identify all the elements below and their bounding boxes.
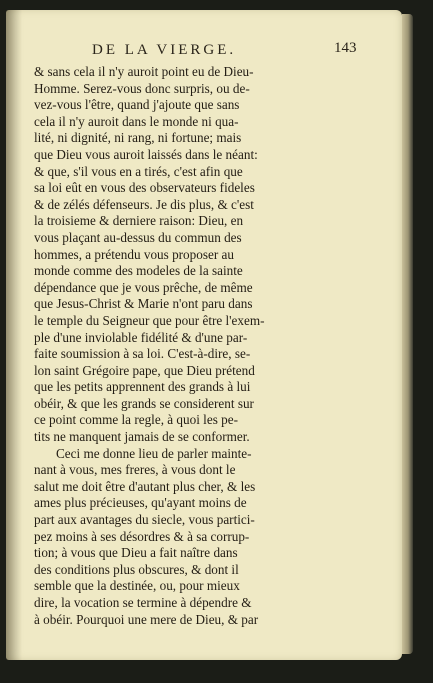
running-title: DE LA VIERGE. xyxy=(92,42,237,58)
text-line: sa loi eût en vous des observateurs fideles xyxy=(34,180,255,196)
text-line: pez moins à ses désordres & à sa corrup- xyxy=(34,528,250,544)
body-text xyxy=(34,64,314,628)
text-line: salut me doit être d'autant plus cher, & les xyxy=(34,478,256,494)
text-line: dire, la vocation se termine à dépendre & xyxy=(34,595,252,610)
text-line: nant à vous, mes freres, à vous dont le xyxy=(34,462,236,478)
text-line: Homme. Serez-vous donc surpris, ou de- xyxy=(34,80,250,96)
text-line: dépendance que je vous prêche, de même xyxy=(34,279,253,295)
text-line: lon saint Grégoire pape, que Dieu prétend xyxy=(34,362,255,378)
text-line: lité, ni dignité, ni rang, ni fortune; mais xyxy=(34,130,242,146)
text-line: part aux avantages du siecle, vous partici- xyxy=(34,512,255,528)
text-line: & sans cela il n'y auroit point eu de Dieu- xyxy=(34,64,254,79)
text-line: Ceci me donne lieu de parler mainte- xyxy=(56,445,252,461)
text-line: que les petits apprennent des grands à lui xyxy=(34,379,251,395)
text-line: ames plus précieuses, qu'ayant moins de xyxy=(34,495,247,511)
text-line: tion; à vous que Dieu a fait naître dans xyxy=(34,545,238,561)
text-line: à obéir. Pourquoi une mere de Dieu, & par xyxy=(34,611,259,627)
text-line: vez-vous l'être, quand j'ajoute que sans xyxy=(34,97,240,113)
text-line: des conditions plus obscures, & dont il xyxy=(34,561,239,577)
text-line: cela il n'y auroit dans le monde ni qua- xyxy=(34,113,239,129)
text-line: que Dieu vous auroit laissés dans le néant: xyxy=(34,146,258,162)
text-line: la troisieme & derniere raison: Dieu, en xyxy=(34,213,244,229)
text-line: & que, s'il vous en a tirés, c'est afin que xyxy=(34,163,243,179)
text-line: vous plaçant au-dessus du commun des xyxy=(34,229,242,245)
text-line: que Jesus-Christ & Marie n'ont paru dans xyxy=(34,296,253,312)
text-line: hommes, a prétendu vous proposer au xyxy=(34,246,234,262)
text-line: semble que la destinée, ou, pour mieux xyxy=(34,578,240,594)
text-line: tits ne manquent jamais de se conformer. xyxy=(34,429,250,445)
text-line: ce point comme la regle, à quoi les pe- xyxy=(34,412,238,428)
text-line: ple d'une inviolable fidélité & d'une par- xyxy=(34,329,248,345)
page-gutter-shadow xyxy=(6,10,22,660)
text-line: obéir, & que les grands se considerent sur xyxy=(34,395,254,411)
text-line: & de zélés défenseurs. Je dis plus, & c'est xyxy=(34,196,254,212)
page-number: 143 xyxy=(334,40,357,56)
text-line: le temple du Seigneur que pour être l'exem- xyxy=(34,312,265,328)
text-line: monde comme des modeles de la sainte xyxy=(34,263,243,279)
text-line: faite soumission à sa loi. C'est-à-dire, se- xyxy=(34,346,251,362)
page-edges xyxy=(402,14,413,654)
